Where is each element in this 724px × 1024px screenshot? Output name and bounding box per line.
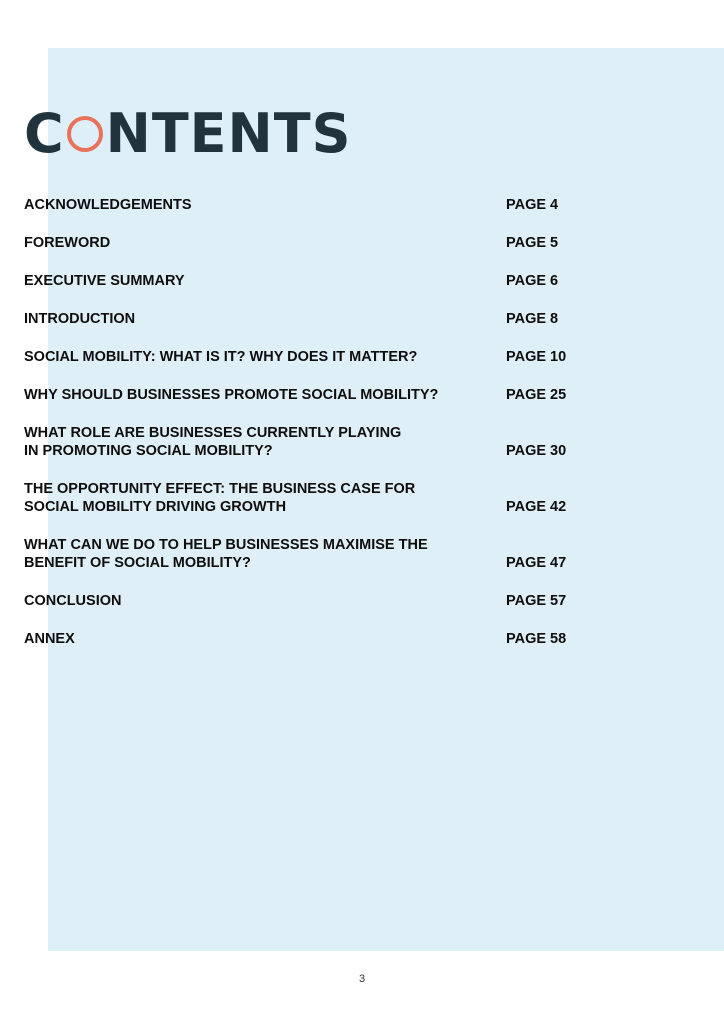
toc-entry-label: ACKNOWLEDGEMENTS	[24, 197, 192, 213]
toc-entry-page: PAGE 5	[506, 235, 559, 251]
toc-entry[interactable]	[24, 310, 624, 328]
toc-entry-page: PAGE 4	[506, 197, 559, 213]
toc-entry[interactable]	[24, 386, 624, 404]
toc-entry-page: PAGE 58	[506, 631, 567, 647]
toc-entry-label: SOCIAL MOBILITY: WHAT IS IT? WHY DOES IT MATTER?	[24, 349, 418, 365]
toc-entry-label: CONCLUSION	[24, 593, 122, 609]
toc-entry-page: PAGE 30	[506, 443, 567, 459]
toc-entry-page: PAGE 42	[506, 499, 567, 515]
toc-entry-page: PAGE 57	[506, 593, 567, 609]
toc-entry-label: ANNEX	[24, 631, 75, 647]
toc-entry[interactable]	[24, 480, 624, 516]
toc-entry-page: PAGE 8	[506, 311, 559, 327]
toc-entry[interactable]	[24, 536, 624, 572]
page-title	[24, 104, 351, 164]
toc-entry[interactable]	[24, 630, 624, 648]
toc-entry-label: FOREWORD	[24, 235, 111, 251]
toc-entry[interactable]	[24, 592, 624, 610]
table-of-contents	[24, 196, 624, 668]
toc-entry-page: PAGE 6	[506, 273, 559, 289]
circle-o-icon	[67, 116, 103, 152]
toc-entry-label: WHAT CAN WE DO TO HELP BUSINESSES MAXIMISE THE BENEFIT OF SOCIAL MOBILITY?	[24, 537, 428, 571]
toc-entry[interactable]	[24, 348, 624, 366]
toc-entry-label: WHY SHOULD BUSINESSES PROMOTE SOCIAL MOBILITY?	[24, 387, 439, 403]
title-rest: NTENTS	[105, 102, 352, 165]
toc-entry[interactable]	[24, 424, 624, 460]
toc-entry[interactable]	[24, 272, 624, 290]
toc-entry[interactable]	[24, 234, 624, 252]
toc-entry-label: THE OPPORTUNITY EFFECT: THE BUSINESS CASE FOR SOCIAL MOBILITY DRIVING GROWTH	[24, 481, 416, 515]
toc-entry-page: PAGE 47	[506, 555, 567, 571]
toc-entry-label: WHAT ROLE ARE BUSINESSES CURRENTLY PLAYING IN PROMOTING SOCIAL MOBILITY?	[24, 425, 402, 459]
toc-entry-page: PAGE 25	[506, 387, 567, 403]
toc-entry-label: INTRODUCTION	[24, 311, 136, 327]
title-prefix: C	[24, 102, 65, 165]
page-number: 3	[358, 973, 366, 985]
toc-entry-page: PAGE 10	[506, 349, 567, 365]
toc-entry[interactable]	[24, 196, 624, 214]
toc-entry-label: EXECUTIVE SUMMARY	[24, 273, 185, 289]
